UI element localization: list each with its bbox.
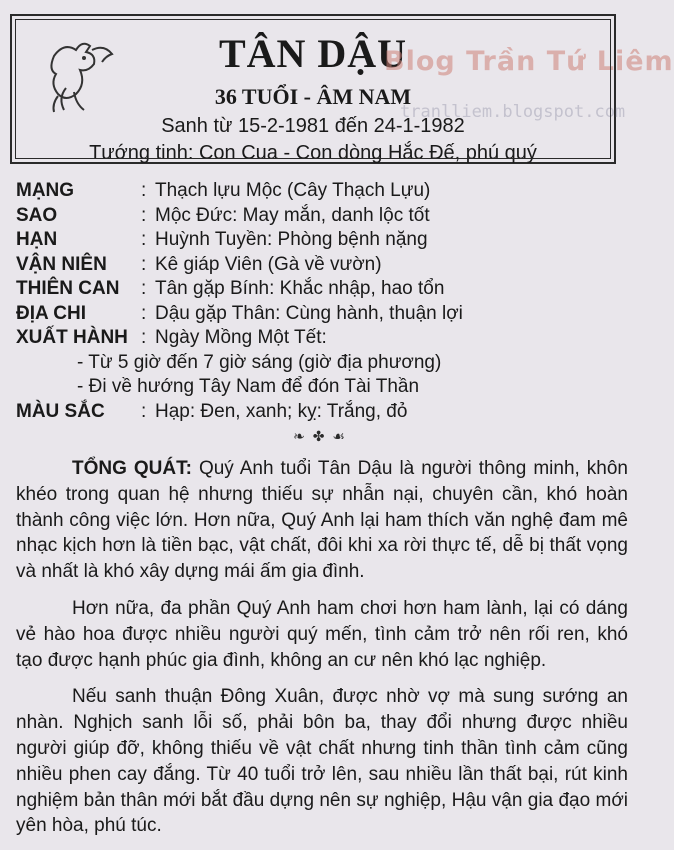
ornament-divider: ❧ ✤ ☙ [293, 428, 347, 444]
header-box [10, 14, 674, 164]
travel-detail: - Từ 5 giờ đến 7 giờ sáng (giờ địa phương) [77, 351, 442, 373]
attribute-value: Dậu gặp Thân: Cùng hành, thuận lợi [155, 302, 463, 324]
attribute-row: ĐỊA CHI : Dậu gặp Thân: Cùng hành, thuận lợi [16, 302, 463, 324]
attribute-value: Huỳnh Tuyền: Phòng bệnh nặng [155, 229, 428, 250]
page-title: TÂN DẬU [218, 31, 408, 76]
attribute-label: ĐỊA CHI [16, 302, 87, 324]
attribute-row: VẬN NIÊN : Kê giáp Viên (Gà về vườn) [16, 253, 382, 275]
attribute-row: MÀU SẮC : Hạp: Đen, xanh; kỵ: Trắng, đỏ [16, 400, 408, 422]
attribute-row: HẠN : Huỳnh Tuyền: Phòng bệnh nặng [16, 229, 428, 250]
age-subtitle: 36 TUỔI - ÂM NAM [214, 84, 412, 109]
attribute-value: Ngày Mồng Một Tết: [155, 327, 327, 348]
attribute-list [16, 180, 626, 425]
attribute-row: THIÊN CAN : Tân gặp Bính: Khắc nhập, hao tổn [16, 278, 445, 299]
travel-detail: - Đi về hướng Tây Nam để đón Tài Thần [77, 376, 420, 397]
attribute-value: Thạch lựu Mộc (Cây Thạch Lựu) [155, 180, 431, 201]
attribute-value: Tân gặp Bính: Khắc nhập, hao tổn [155, 278, 445, 299]
attribute-value: Kê giáp Viên (Gà về vườn) [155, 253, 382, 275]
attribute-label: XUẤT HÀNH [16, 327, 128, 348]
attribute-label: MÀU SẮC [16, 400, 105, 422]
blog-watermark: Blog Trần Tứ Liêm [384, 46, 674, 77]
general-star: Tướng tinh: Con Cua - Con dòng Hắc Đế, phú quý [89, 142, 537, 164]
overview-text [16, 456, 628, 850]
paragraph: TỔNG QUÁT: Quý Anh tuổi Tân Dậu là người thông minh, khôn khéo trong quan hệ nhưng thiếu sự nhẫn nại, chuyên cần, khó hoàn thành công việc lớn. Hơn nữa, Quý Anh lại ham thích văn nghệ đam mê nhạc kịch hơn là tiền bạc, vật chất, đôi khi xa rời thực tế, dễ bị thất vọng và nhất là khó xây dựng mái ấm gia đình. [16, 458, 628, 583]
rooster-icon [46, 36, 124, 126]
attribute-row: SAO : Mộc Đức: May mắn, danh lộc tốt [16, 204, 430, 226]
attribute-label: HẠN [16, 229, 58, 250]
overview-heading: TỔNG QUÁT: [72, 458, 192, 479]
attribute-value: Hạp: Đen, xanh; kỵ: Trắng, đỏ [155, 400, 408, 422]
attribute-value: Mộc Đức: May mắn, danh lộc tốt [155, 204, 430, 226]
attribute-label: VẬN NIÊN [16, 253, 107, 275]
paragraph: Nếu sanh thuận Đông Xuân, được nhờ vợ mà sung sướng an nhàn. Nghịch sanh lỗi số, phải bôn ba, thay đổi nhưng được nhiều người giúp đỡ, không thiếu về vật chất nhưng tinh thần tình cảm cũng nhiều phen cay đắng. Từ 40 tuổi trở lên, sau nhiều lần thất bại, rút kinh nghiệm bản thân mới bắt đầu dựng nên sự nghiệp, Hậu vận gia đạo mới yên hòa, phú túc. [16, 686, 628, 837]
attribute-row: MẠNG : Thạch lựu Mộc (Cây Thạch Lựu) [16, 180, 431, 201]
attribute-row: XUẤT HÀNH : Ngày Mồng Một Tết: [16, 327, 327, 348]
attribute-label: SAO [16, 204, 58, 226]
attribute-label: MẠNG [16, 180, 75, 201]
birth-range: Sanh từ 15-2-1981 đến 24-1-1982 [161, 115, 465, 137]
attribute-label: THIÊN CAN [16, 278, 120, 299]
blog-url-watermark: tranlliem.blogspot.com [400, 102, 626, 122]
paragraph: Hơn nữa, đa phần Quý Anh ham chơi hơn ham lành, lại có dáng vẻ hào hoa được nhiều người quý mến, tình cảm trở nên rối ren, khó tạo được hạnh phúc gia đình, không an cư nên khó lạc nghiệp. [16, 597, 628, 671]
